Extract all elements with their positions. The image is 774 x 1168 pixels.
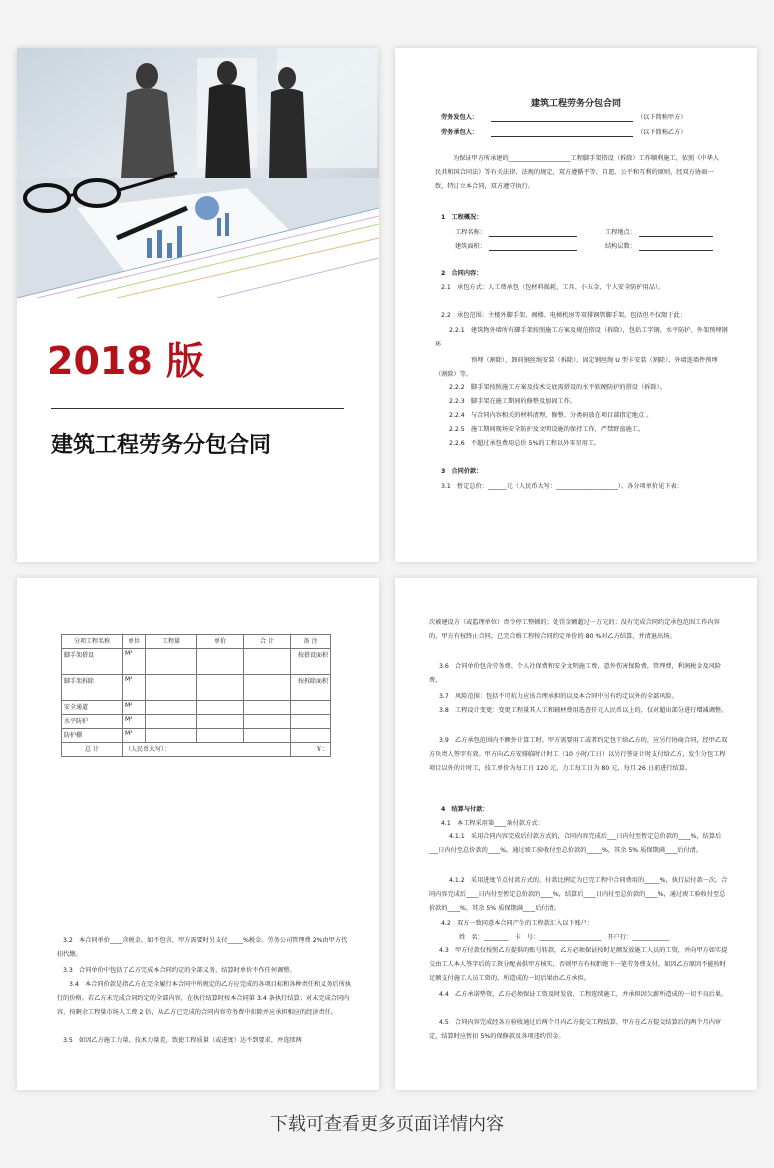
project-place-label: 工程地点： xyxy=(605,229,636,236)
table-row xyxy=(62,715,331,729)
intro-paragraph: 为保证甲方所承建的____________________工程脚手架搭设（拆除）工作顺利施工，依照《中华人民共和国合同法》等有关法律，法规的规定，双方遵循平等，自愿、公平和互利的原则，经双方协商一致，特订立本合同，双方遵守执行。 xyxy=(435,155,720,190)
row-note xyxy=(291,729,331,743)
row-unit: M² xyxy=(123,715,146,729)
project-name-line xyxy=(489,236,577,237)
clause-3-8: 3.8 工程设计变更：变更工程量其人工和辅材费用选查仟元人民币以上的，仅对超出部分进行增减调整。 xyxy=(439,707,728,714)
row-price xyxy=(197,675,244,701)
clause-4-1-2: 4.1.2 采用进度节点付款方式的，付款比例定为已完工程中合同费用的_____%，执行层付款一次。合同内容完成后____日内付至暂定总价款的____%，结算后____日内付至总价款的____%，通过竣工验收付至总价款的____%，其余 5% 质保期满____后付清。 xyxy=(429,877,728,912)
table-header: 单位 xyxy=(123,635,146,649)
clause-4-1: 4.1 本工程采用第____条付款方式： xyxy=(441,820,544,827)
contract-page-3 xyxy=(395,578,757,1090)
table-header: 工程量 xyxy=(146,635,197,649)
row-quantity xyxy=(146,701,197,715)
document-title: 建筑工程劳务分包合同 xyxy=(530,99,621,109)
row-subtotal xyxy=(244,675,291,701)
row-price xyxy=(197,701,244,715)
row-name: 安全通道 xyxy=(62,701,123,715)
row-name: 脚手架拆除 xyxy=(62,675,123,701)
row-note: 按拆除面积 xyxy=(291,675,331,701)
row-unit: M² xyxy=(123,675,146,701)
table-row xyxy=(62,729,331,743)
clause-3-5-cont: 次被建设方（或监理单位）责令停工整顿的；处罚金额超过一万元的；没有完成合同约定承包范围工作内容的，甲方有权终止合同，已完合格工程按合同约定单价的 80 %对乙方结算，并清退出场。 xyxy=(429,619,720,640)
row-name: 水平防护 xyxy=(62,715,123,729)
building-area-label: 建筑面积： xyxy=(455,243,486,250)
row-unit: M² xyxy=(123,729,146,743)
row-note: 按搭设面积 xyxy=(291,649,331,675)
clause-2-1: 2.1 承包方式：人工费承包（包材料损耗、工具、小五金、个人安全防护用品）。 xyxy=(441,284,665,291)
table-header: 备 注 xyxy=(291,635,331,649)
party-b-label: 劳务承包人： xyxy=(441,129,479,136)
project-name-label: 工程名称： xyxy=(455,229,486,236)
download-more-link[interactable]: 下载可查看更多页面详情内容 xyxy=(270,1114,504,1135)
bank-account-line: 姓 名：________ 卡 号：____________________ 开户行：____________ xyxy=(459,934,670,941)
cover-divider xyxy=(51,408,344,409)
clause-3-3: 3.3 合同单价中包括了乙方完成本合同约定的全部义务，结算时单价不作任何调整。 xyxy=(63,967,296,974)
clause-3-4: 3.4 本合同价款是指乙方在完全履行本合同中所规定的乙方应完成的各项目标和各种责任和义务后所执行的价格。若乙方未完成合同约定的全部内容，在执行结算时按本合同第 3.4 条执行结算；对未完成合同内容，按剩余工程量市场人工费 2 倍，从乙方已完成的合同内容劳务费中扣除并应承担相应的经济责任。 xyxy=(57,981,352,1016)
table-row xyxy=(62,701,331,715)
table-header: 合 计 xyxy=(244,635,291,649)
cover-page xyxy=(17,48,379,562)
row-quantity xyxy=(146,675,197,701)
row-subtotal xyxy=(244,701,291,715)
clause-4-2: 4.2 双方一致同意本合同产生的工程款汇入以下账户： xyxy=(441,920,594,927)
table-row xyxy=(62,675,331,701)
table-header-row xyxy=(62,635,331,649)
party-a-line xyxy=(491,121,633,122)
total-yen: ￥： xyxy=(291,743,331,757)
section-1-heading: 1 工程概况： xyxy=(441,214,483,221)
total-value: （人民币大写）： xyxy=(123,743,291,757)
clause-3-1: 3.1 暂定总价：______元（人民币大写：____________________）、各分项单价见下表： xyxy=(441,483,683,490)
clause-2-2-5: 2.2.5 施工期间现场安全防护及文明设施的保持工作，严禁野蛮施工。 xyxy=(449,426,645,433)
row-price xyxy=(197,649,244,675)
clause-2-2-1: 2.2.1 建筑物外墙所有脚手架按照施工方案及规范搭设（拆除），包括工字钢、水平防护、外架预埋钢环 xyxy=(435,327,728,348)
row-name: 防护棚 xyxy=(62,729,123,743)
row-quantity xyxy=(146,649,197,675)
floors-line xyxy=(639,250,713,251)
clause-2-2-6: 2.2.6 不超过承包费用总价 5%的工程以外零星用工。 xyxy=(449,440,601,447)
row-name: 脚手架搭设 xyxy=(62,649,123,675)
clause-2-2-4: 2.2.4 与合同内容相关的材料清理、修整、分类码放在项目部指定地点 。 xyxy=(449,412,653,419)
clause-3-9: 3.9 乙方承包范围内不额外计算工时。甲方需要用工或者约定包干给乙方的，应另行协商合同，经甲乙双方负责人签字有效。甲方向乙方安排临时计时工（10 小时/工日）以另行签证计时支付给乙方，发生分包工程项目以外的计时工，技工单价为每工日 120 元，力工每工日为 80 元，每月 26 日前进行结算。 xyxy=(429,737,728,772)
party-b-line xyxy=(491,136,633,137)
row-subtotal xyxy=(244,649,291,675)
contract-page-1 xyxy=(395,48,757,562)
table-header: 分项工程名称 xyxy=(62,635,123,649)
clause-4-5: 4.5 合同内容完成经各方验收通过后两个月内乙方提交工程结算，甲方在乙方提交结算后的两个月内审定，结算时应暂扣 5%的保修款及各项违约罚金。 xyxy=(429,1019,722,1040)
total-label: 总 计 xyxy=(62,743,123,757)
clause-4-1-1: 4.1.1 采用合同内容完成后付款方式的，合同内容完成后___日内付至暂定总价款的____%，结算后___日内付至总价款的____%，通过竣工验收付至总价款的_____%，其余 5% 质保期满____后付清。 xyxy=(429,833,722,854)
floors-label: 结构层数： xyxy=(605,243,636,250)
clause-2-2-3: 2.2.3 脚手架在施工期间的修整及加固工作。 xyxy=(449,398,577,405)
project-place-line xyxy=(639,236,713,237)
section-2-heading: 2 合同内容： xyxy=(441,270,483,277)
clause-3-6: 3.6 合同单价包含劳务费、个人社保费和安全文明施工费，意外伤害保险费，管理费，利润税金及风险费。 xyxy=(429,663,722,684)
cover-version: 2018 版 xyxy=(47,339,204,383)
clause-4-3: 4.3 甲方付款仅按照乙方提供的账号转款，乙方必须保证按时足额发放施工人员的工资，并向甲方如实提交由工人本人签字后的工资分配表供甲方核实，否则甲方有权拒绝下一笔劳务费支付。如因乙方原因不能按时足额支付施工人员工资的，所造成的一切后果由乙方承担。 xyxy=(429,947,728,982)
section-4-heading: 4 结算与付款： xyxy=(441,806,489,813)
table-row xyxy=(62,649,331,675)
clause-3-5: 3.5 如因乙方施工力量、技术力量差，致使工程质量（或进度）达不到要求，并连续两 xyxy=(63,1037,302,1044)
party-b-note: （以下简称乙方） xyxy=(637,129,687,136)
party-a-note: （以下简称甲方） xyxy=(637,114,687,121)
row-unit: M² xyxy=(123,701,146,715)
clause-2-2: 2.2 承包范围：主楼外脚手架、阁楼、电梯机房等双排钢管脚手架。包括但不仅限于此： xyxy=(441,312,686,319)
row-price xyxy=(197,729,244,743)
row-subtotal xyxy=(244,715,291,729)
row-subtotal xyxy=(244,729,291,743)
building-area-line xyxy=(489,250,577,251)
clause-2-2-2: 2.2.2 脚手架按照施工方案及技术交底需搭设的水平软硬防护的搭设（拆除）。 xyxy=(449,384,666,391)
row-unit: M² xyxy=(123,649,146,675)
cover-photo xyxy=(17,48,379,298)
clause-4-4: 4.4 乙方承诺垫资，乙方必须保证工资及时发放、工程连续施工，并承担因欠薪所造成的一切不良后果。 xyxy=(439,991,728,998)
row-quantity xyxy=(146,729,197,743)
cover-title: 建筑工程劳务分包合同 xyxy=(51,433,272,458)
clause-3-2: 3.2 本合同单价____含税金。如不包含，甲方需要时另支付_____%税金。劳务公司管理费 2%由甲方代扣代缴。 xyxy=(57,937,348,958)
row-note xyxy=(291,715,331,729)
contract-page-2 xyxy=(17,578,379,1090)
section-3-heading: 3 合同价款： xyxy=(441,468,483,475)
party-a-label: 劳务发包人： xyxy=(441,114,479,121)
row-quantity xyxy=(146,715,197,729)
row-note xyxy=(291,701,331,715)
clause-2-2-1-cont: 预埋（割除）、卸荷钢丝绳安装（拆除）、固定钢丝绳 U 型卡安装（割除）、外墙连墙件预埋（割除）等。 xyxy=(435,357,718,378)
table-header: 单价 xyxy=(197,635,244,649)
row-price xyxy=(197,715,244,729)
clause-3-7: 3.7 风险范围：包括不可抗力应该合理承担的以及本合同中另有约定以外的全部风险。 xyxy=(439,693,678,700)
table-total-row xyxy=(62,743,331,757)
price-table xyxy=(61,634,331,757)
